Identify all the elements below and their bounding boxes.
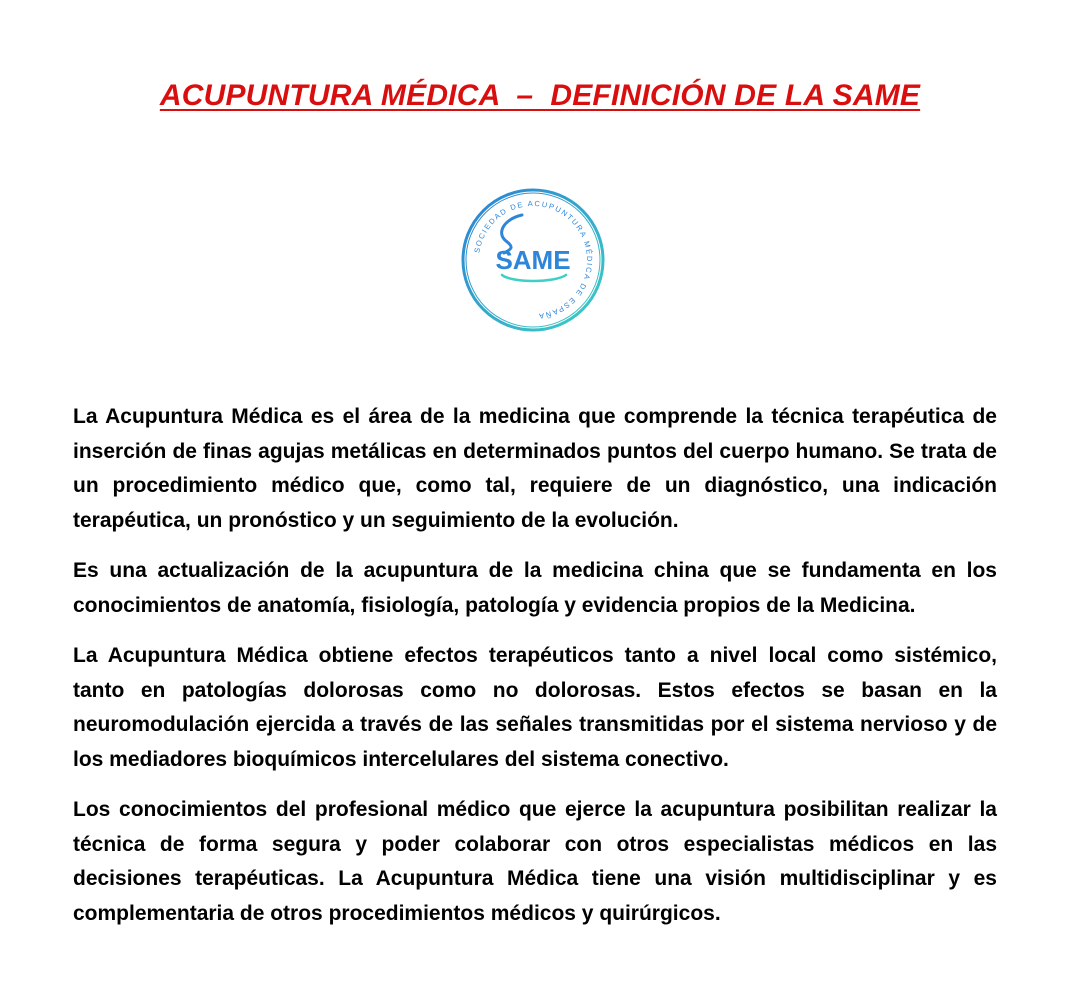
same-logo-icon	[454, 187, 612, 333]
paragraph-2: Es una actualización de la acupuntura de la medicina china que se fundamenta en los conocimientos de anatomía, fisiología, patología y evidencia propios de la Medicina.	[73, 559, 997, 617]
paragraph-4: Los conocimientos del profesional médico que ejerce la acupuntura posibilitan realizar la técnica de forma segura y poder colaborar con otros especialistas médicos en las decisiones terapéuticas. La Acupuntura Médica tiene una visión multidisciplinar y es complementaria de otros procedimientos médicos y quirúrgicos.	[73, 798, 997, 925]
logo-wordmark: SAME	[495, 245, 571, 275]
logo-underline-swoosh	[502, 275, 566, 281]
document-body	[73, 400, 997, 947]
same-logo	[454, 187, 612, 333]
paragraph-3: La Acupuntura Médica obtiene efectos terapéuticos tanto a nivel local como sistémico, tanto en patologías dolorosas como no dolorosas. Estos efectos se basan en la neuromodulación ejercida a través de las señales transmitidas por el sistema nervioso y de los mediadores bioquímicos intercelulares del sistema conectivo.	[73, 644, 997, 771]
page-title: ACUPUNTURA MÉDICA – DEFINICIÓN DE LA SAME	[159, 79, 921, 112]
paragraph-1: La Acupuntura Médica es el área de la medicina que comprende la técnica terapéutica de inserción de finas agujas metálicas en determinados puntos del cuerpo humano. Se trata de un procedimiento médico que, como tal, requiere de un diagnóstico, una indicación terapéutica, un pronóstico y un seguimiento de la evolución.	[73, 405, 997, 532]
logo-ring-text: SOCIEDAD DE ACUPUNTURA MÉDICA DE ESPAÑA	[472, 198, 595, 321]
